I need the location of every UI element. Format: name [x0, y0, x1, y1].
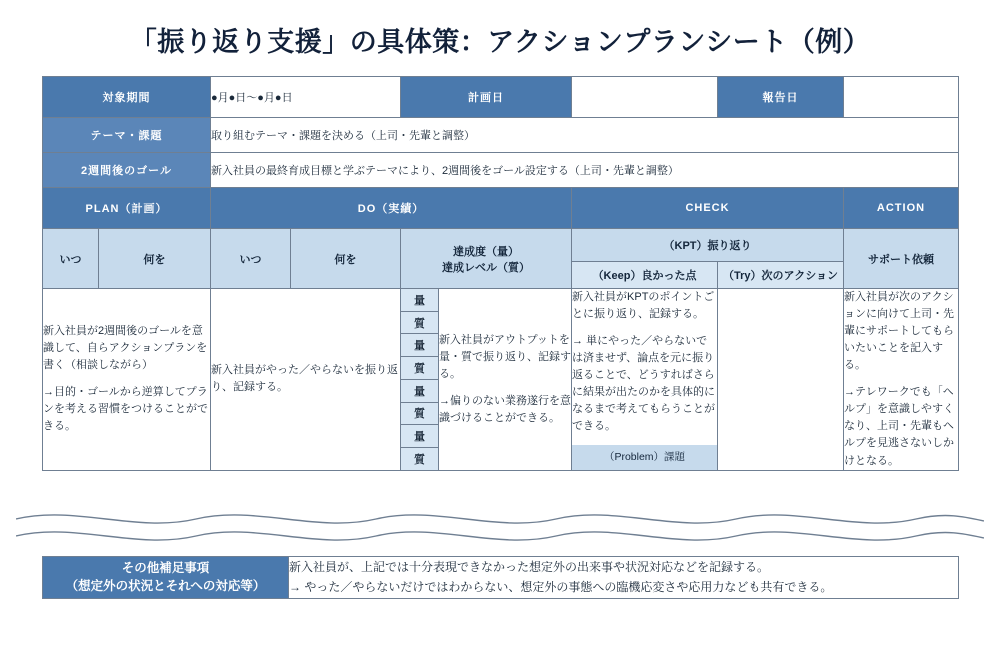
section-do: DO（実績）: [211, 188, 572, 229]
subheader-do-level-line2: 達成レベル（質）: [442, 261, 531, 274]
subheader-plan-when: いつ: [43, 229, 99, 289]
action-plan-table: [42, 76, 959, 471]
subheader-do-when: いつ: [211, 229, 291, 289]
theme-value[interactable]: 取り組むテーマ・課題を決める（上司・先輩と調整）: [211, 118, 959, 153]
qual-cell-1[interactable]: 質: [401, 311, 439, 334]
wave-divider-icon: [16, 505, 984, 547]
section-action: ACTION: [844, 188, 959, 229]
section-plan: PLAN（計画）: [43, 188, 211, 229]
do-body-p1: 新入社員がやった／やらないを振り返り、記録する。: [211, 364, 398, 394]
subheader-action-support: サポート依頼: [844, 229, 959, 289]
qual-cell-4[interactable]: 質: [401, 447, 439, 470]
subheader-do-level: [401, 229, 572, 289]
action-body-cell[interactable]: [844, 289, 959, 471]
theme-label: テーマ・課題: [43, 118, 211, 153]
wave-divider: [16, 505, 984, 547]
qual-cell-3[interactable]: 質: [401, 402, 439, 425]
qual-cell-2[interactable]: 質: [401, 357, 439, 380]
note-text[interactable]: [289, 557, 959, 599]
note-row: [43, 557, 959, 599]
supplementary-note-block: [42, 556, 958, 599]
table-row-theme: [43, 118, 959, 153]
qty-cell-4[interactable]: 量: [401, 425, 439, 448]
check-keep-body-cell[interactable]: [572, 289, 718, 471]
note-label-line2: （想定外の状況とそれへの対応等）: [65, 579, 266, 594]
page-title: 「振り返り支援」の具体策：アクションプランシート（例）: [129, 27, 871, 57]
section-check: CHECK: [572, 188, 844, 229]
supplementary-note-table: [42, 556, 959, 599]
qty-cell-3[interactable]: 量: [401, 379, 439, 402]
plan-date-value[interactable]: [572, 77, 718, 118]
do-level-p1: 新入社員がアウトプットを量・質で振り返り、記録する。: [439, 333, 572, 380]
plan-body-cell[interactable]: [43, 289, 211, 471]
subheader-plan-what: 何を: [99, 229, 211, 289]
subheader-do-what: 何を: [291, 229, 401, 289]
qty-cell-1[interactable]: 量: [401, 289, 439, 312]
problem-badge: （Problem）課題: [572, 445, 717, 469]
subheader-do-level-line1: 達成度（量）: [453, 245, 520, 258]
period-value[interactable]: ●月●日～●月●日: [211, 77, 401, 118]
period-label: 対象期間: [43, 77, 211, 118]
table-row-goal: [43, 153, 959, 188]
table-row-body-1: [43, 289, 959, 312]
subheader-check-try: （Try）次のアクション: [718, 262, 844, 289]
report-date-value[interactable]: [844, 77, 959, 118]
goal-label: 2週間後のゴール: [43, 153, 211, 188]
table-row-subheaders-1: [43, 229, 959, 262]
subheader-check-kpt: （KPT）振り返り: [572, 229, 844, 262]
check-p1: 新入社員がKPTのポイントごとに振り返り、記録する。: [572, 291, 715, 321]
table-row-period: [43, 77, 959, 118]
do-level-body-cell[interactable]: [439, 289, 572, 471]
report-date-label: 報告日: [718, 77, 844, 118]
subheader-check-keep: （Keep）良かった点: [572, 262, 718, 289]
goal-value[interactable]: 新入社員の最終育成目標と学ぶテーマにより、2週間後をゴール設定する（上司・先輩と調整）: [211, 153, 959, 188]
table-row-sections: [43, 188, 959, 229]
note-text-line2: → やった／やらないだけではわからない、想定外の事態への臨機応変さや応用力なども共有できる。: [289, 580, 833, 595]
do-body-cell[interactable]: [211, 289, 401, 471]
qty-cell-2[interactable]: 量: [401, 334, 439, 357]
do-level-p2: →偏りのない業務遂行を意識づけることができる。: [439, 394, 572, 424]
note-label-line1: その他補足事項: [121, 560, 210, 575]
main-sheet: [42, 76, 958, 471]
plan-date-label: 計画日: [401, 77, 572, 118]
note-text-line1: 新入社員が、上記では十分表現できなかった想定外の出来事や状況対応などを記録する。: [289, 560, 770, 574]
plan-body-p2: →目的・ゴールから逆算してプランを考える習慣をつけることができる。: [43, 386, 208, 433]
note-label: [43, 557, 289, 599]
action-p1: 新入社員が次のアクションに向けて上司・先輩にサポートしてもらいたいことを記入する。: [844, 291, 955, 372]
check-p2: → 単にやった／やらないでは済ませず、論点を元に振り返ることで、どうすればさらに結果が出たのかを具体的になるまで考えてもらうことができる。: [572, 335, 716, 433]
check-try-body-cell[interactable]: [718, 289, 844, 471]
action-p2: →テレワークでも「ヘルプ」を意識しやすくなり、上司・先輩もヘルプを見逃さないしかけとなる。: [844, 386, 955, 467]
plan-body-p1: 新入社員が2週間後のゴールを意識して、自らアクションプランを書く（相談しながら）: [43, 325, 208, 372]
